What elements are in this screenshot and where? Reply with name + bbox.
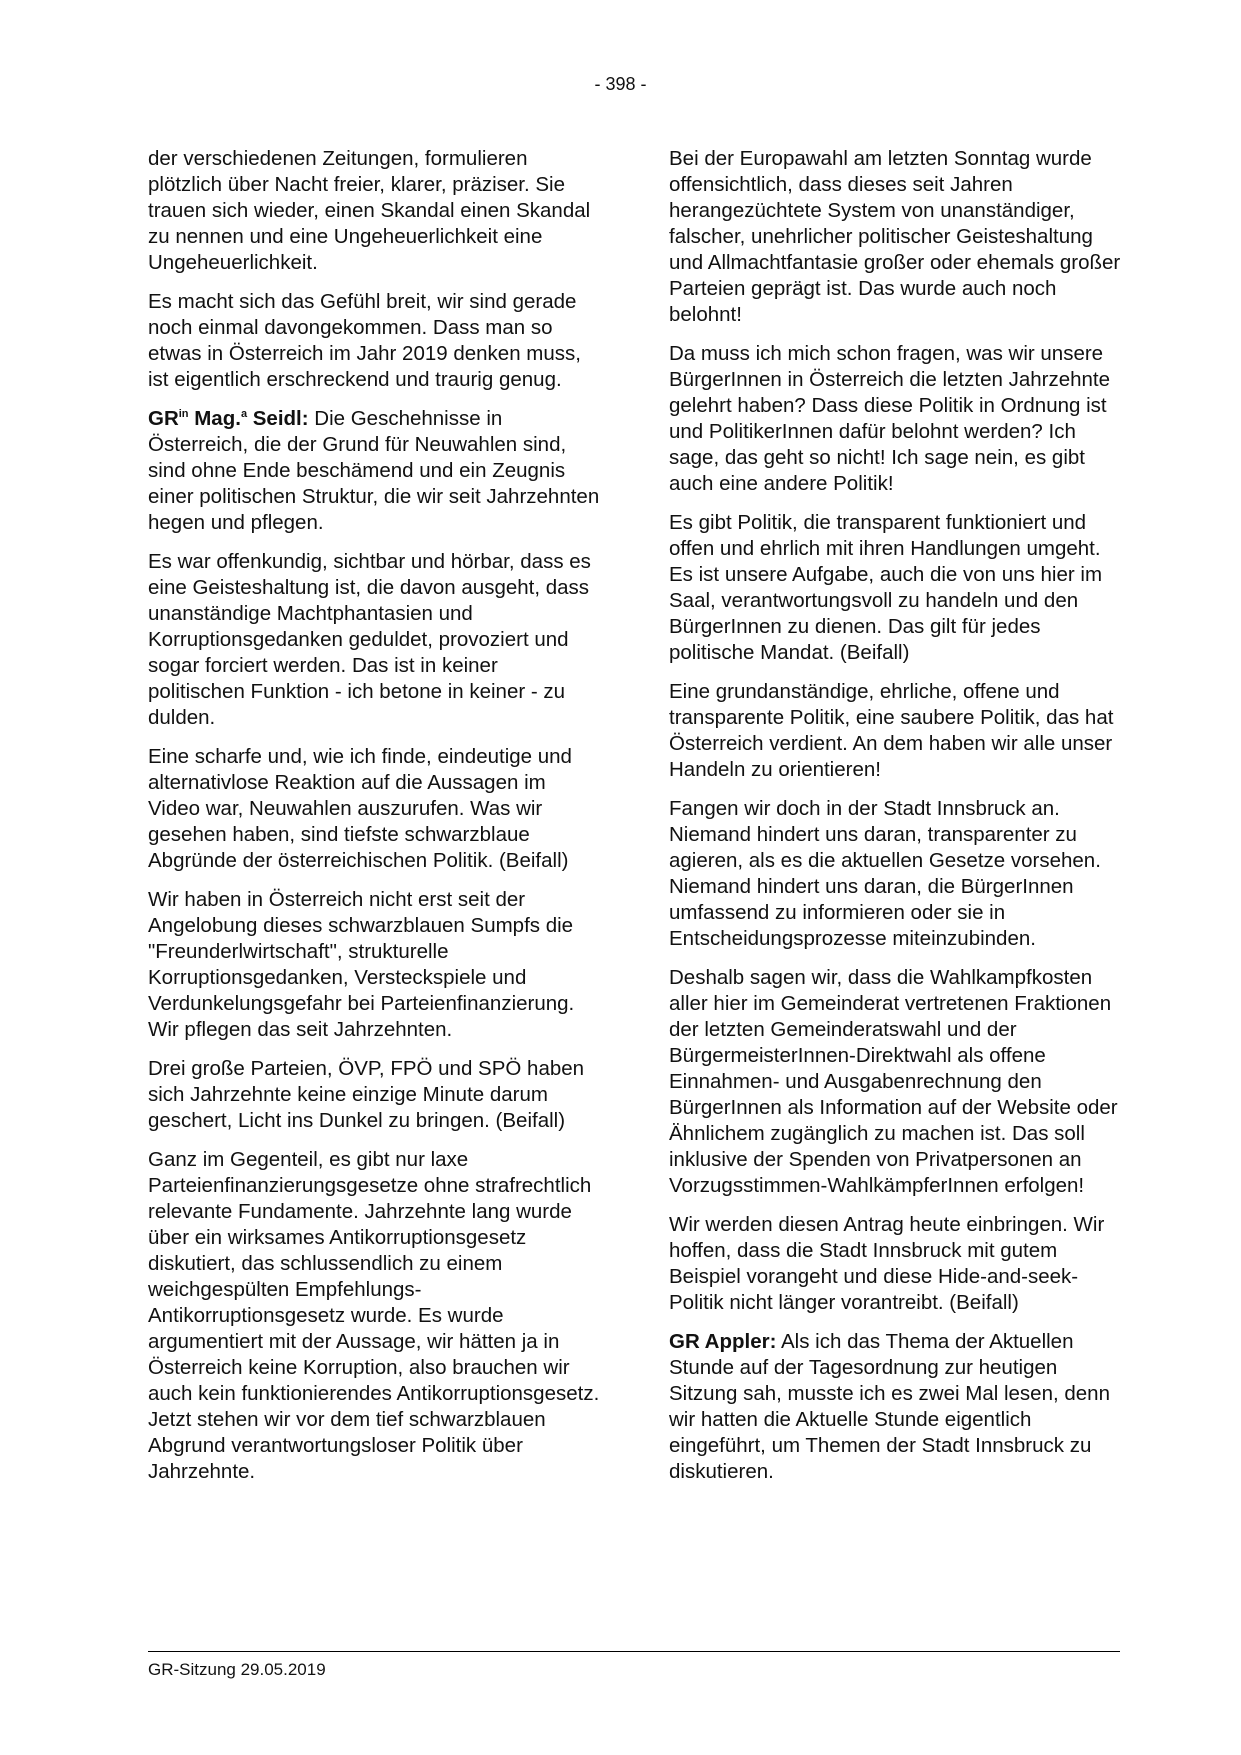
paragraph: Es gibt Politik, die transparent funktioniert und offen und ehrlich mit ihren Handlungen umgeht. Es ist unsere Aufgabe, auch die von uns hier im Saal, verantwortungsvoll zu handeln und den BürgerInnen zu dienen. Das gilt für jedes politische Mandat. (Beifall) bbox=[669, 511, 1103, 664]
page-number: - 398 - bbox=[594, 74, 647, 94]
speaker-name: GR Appler: bbox=[669, 1330, 777, 1353]
speech-paragraph bbox=[669, 1329, 1121, 1485]
left-column bbox=[148, 146, 600, 1498]
paragraph: Deshalb sagen wir, dass die Wahlkampfkosten aller hier im Gemeinderat vertretenen Fraktionen der letzten Gemeinderatswahl und der BürgermeisterInnen-Direktwahl als offene Einnahmen- und Ausgabenrechnung den BürgerInnen als Information auf der Website oder Ähnlichem zugänglich zu machen ist. Das soll inklusive der Spenden von Privatpersonen an Vorzugsstimmen-WahlkämpferInnen erfolgen! bbox=[669, 966, 1118, 1197]
speech-paragraph bbox=[148, 406, 600, 536]
footer-divider bbox=[148, 1651, 1120, 1652]
speech-text: Die Geschehnisse in Österreich, die der Grund für Neuwahlen sind, sind ohne Ende beschämend und ein Zeugnis einer politischen Struktur, die wir seit Jahrzehnten hegen und pflegen. bbox=[148, 407, 600, 534]
paragraph: Eine grundanständige, ehrliche, offene und transparente Politik, eine saubere Politik, das hat Österreich verdient. An dem haben wir alle unser Handeln zu orientieren! bbox=[669, 680, 1114, 781]
paragraph: Es war offenkundig, sichtbar und hörbar, dass es eine Geisteshaltung ist, die davon ausgeht, dass unanständige Machtphantasien und Korruptionsgedanken geduldet, provoziert und sogar forciert werden. Das ist in keiner politischen Funktion - ich betone in keiner - zu dulden. bbox=[148, 550, 591, 729]
paragraph: Ganz im Gegenteil, es gibt nur laxe Parteienfinanzierungsgesetze ohne strafrechtlich relevante Fundamente. Jahrzehnte lang wurde über ein wirksames Antikorruptionsgesetz diskutiert, das schlussendlich zu einem weichgespülten Empfehlungs-Antikorruptionsgesetz wurde. Es wurde argumentiert mit der Aussage, wir hätten ja in Österreich keine Korruption, also brauchen wir auch kein funktionierendes Antikorruptionsgesetz. Jetzt stehen wir vor dem tief schwarzblauen Abgrund verantwortungsloser Politik über Jahrzehnte. bbox=[148, 1148, 600, 1483]
paragraph: Es macht sich das Gefühl breit, wir sind gerade noch einmal davongekommen. Dass man so etwas in Österreich im Jahr 2019 denken muss, ist eigentlich erschreckend und traurig genug. bbox=[148, 290, 581, 391]
paragraph: Da muss ich mich schon fragen, was wir unsere BürgerInnen in Österreich die letzten Jahrzehnte gelehrt haben? Dass diese Politik in Ordnung ist und PolitikerInnen dafür belohnt werden? Ich sage, das geht so nicht! Ich sage nein, es gibt auch eine andere Politik! bbox=[669, 342, 1111, 495]
paragraph: Wir haben in Österreich nicht erst seit der Angelobung dieses schwarzblauen Sumpfs die "Freunderlwirtschaft", strukturelle Korruptionsgedanken, Versteckspiele und Verdunkelungsgefahr bei Parteienfinanzierung. Wir pflegen das seit Jahrzehnten. bbox=[148, 888, 575, 1041]
speaker-name: $GR^{in}$ Mag.$^a$ Seidl: bbox=[148, 407, 309, 430]
right-column bbox=[669, 146, 1121, 1498]
speech-text: Als ich das Thema der Aktuellen Stunde auf der Tagesordnung zur heutigen Sitzung sah, musste ich es zwei Mal lesen, denn wir hatten die Aktuelle Stunde eigentlich eingeführt, um Themen der Stadt Innsbruck zu diskutieren. bbox=[669, 1330, 1110, 1483]
paragraph: Fangen wir doch in der Stadt Innsbruck an. Niemand hindert uns daran, transparenter zu agieren, als es die aktuellen Gesetze vorsehen. Niemand hindert uns daran, die BürgerInnen umfassend zu informieren oder sie in Entscheidungsprozesse miteinzubinden. bbox=[669, 797, 1101, 950]
paragraph: der verschiedenen Zeitungen, formulieren plötzlich über Nacht freier, klarer, präziser. Sie trauen sich wieder, einen Skandal einen Skandal zu nennen und eine Ungeheuerlichkeit eine Ungeheuerlichkeit. bbox=[148, 147, 591, 274]
paragraph: Drei große Parteien, ÖVP, FPÖ und SPÖ haben sich Jahrzehnte keine einzige Minute darum geschert, Licht ins Dunkel zu bringen. (Beifall) bbox=[148, 1057, 585, 1132]
paragraph: Wir werden diesen Antrag heute einbringen. Wir hoffen, dass die Stadt Innsbruck mit gutem Beispiel vorangeht und diese Hide-and-seek-Politik nicht länger vorantreibt. (Beifall) bbox=[669, 1213, 1105, 1314]
footer-session-date: GR-Sitzung 29.05.2019 bbox=[148, 1660, 326, 1679]
paragraph: Bei der Europawahl am letzten Sonntag wurde offensichtlich, dass dieses seit Jahren herangezüchtete System von unanständiger, falscher, unehrlicher politischer Geisteshaltung und Allmachtfantasie großer oder ehemals großer Parteien geprägt ist. Das wurde auch noch belohnt! bbox=[669, 147, 1121, 326]
paragraph: Eine scharfe und, wie ich finde, eindeutige und alternativlose Reaktion auf die Aussagen im Video war, Neuwahlen auszurufen. Was wir gesehen haben, sind tiefste schwarzblaue Abgründe der österreichischen Politik. (Beifall) bbox=[148, 745, 572, 872]
